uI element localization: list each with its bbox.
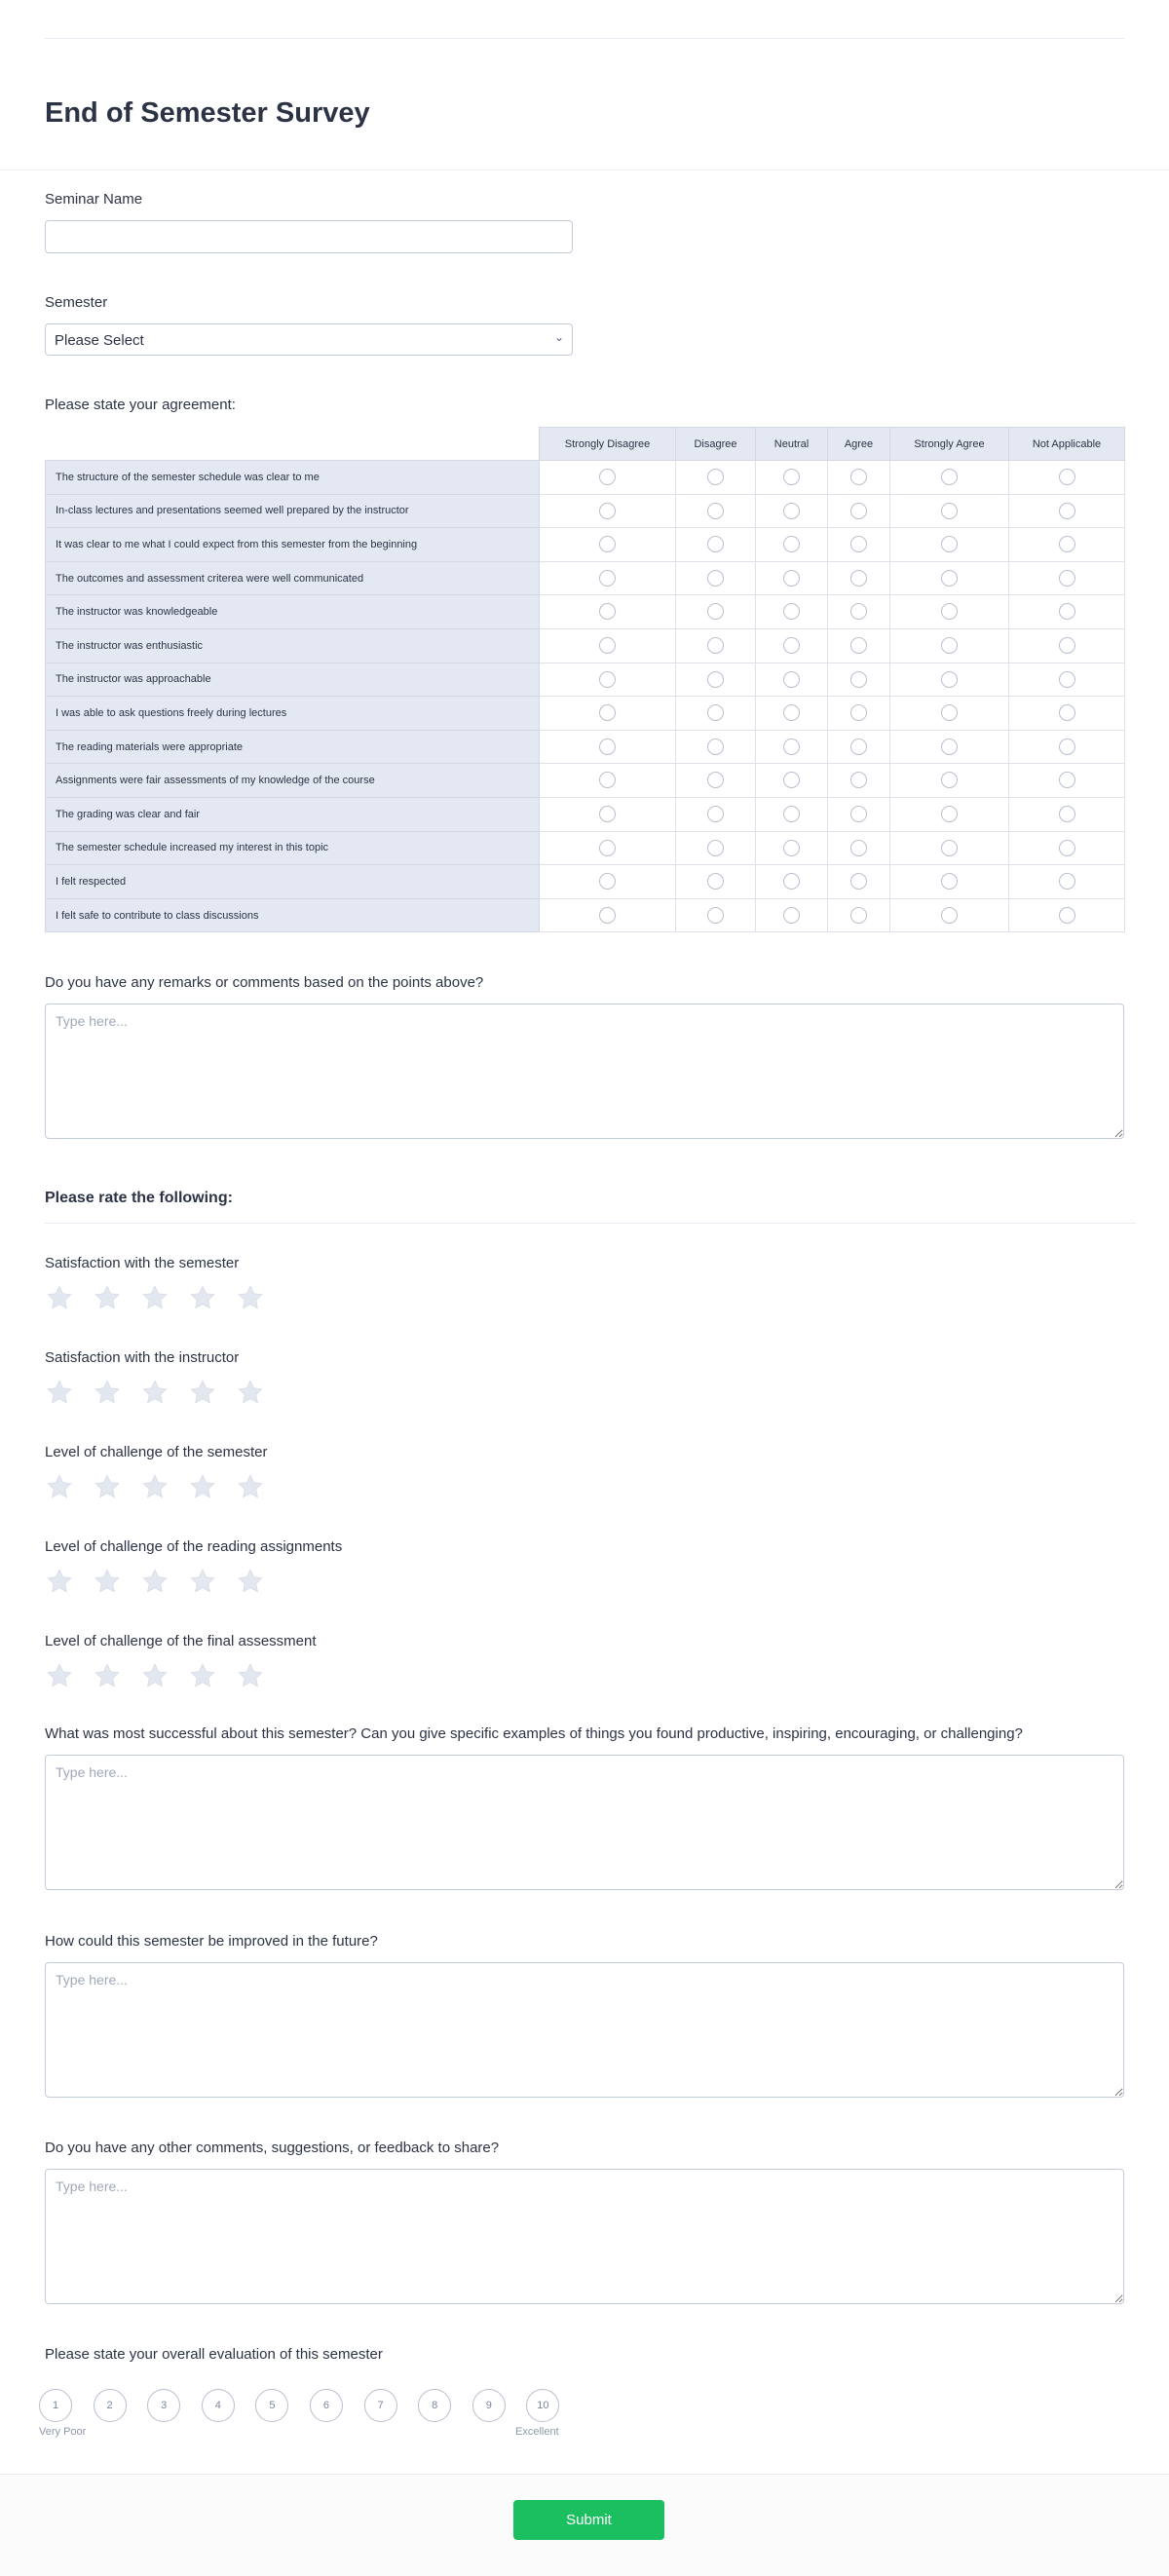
matrix-cell [676, 461, 756, 495]
radio-button[interactable] [1059, 570, 1075, 587]
matrix-cell [1009, 494, 1125, 528]
matrix-cell [1009, 865, 1125, 899]
top-divider [45, 38, 1124, 39]
matrix-row-label: I was able to ask questions freely during lectures [46, 697, 540, 731]
scale-option[interactable]: 10 [526, 2389, 559, 2422]
matrix-cell [676, 494, 756, 528]
star-icon[interactable] [93, 1661, 122, 1690]
star-rating-label: Satisfaction with the instructor [45, 1349, 240, 1366]
other-comments-label: Do you have any other comments, suggestions, or feedback to share? [45, 2140, 500, 2156]
star-icon[interactable] [188, 1283, 217, 1312]
radio-button[interactable] [850, 503, 867, 519]
matrix-cell [756, 663, 828, 697]
seminar-name-input[interactable] [45, 220, 573, 253]
matrix-cell [890, 663, 1009, 697]
star-icon[interactable] [236, 1661, 265, 1690]
star-rating [45, 1472, 267, 1501]
radio-button[interactable] [707, 739, 724, 755]
matrix-column-header: Disagree [676, 428, 756, 461]
radio-button[interactable] [599, 772, 616, 788]
radio-button[interactable] [941, 873, 958, 890]
radio-button[interactable] [941, 671, 958, 688]
radio-button[interactable] [783, 739, 800, 755]
radio-button[interactable] [783, 570, 800, 587]
radio-button[interactable] [783, 637, 800, 654]
radio-button[interactable] [599, 806, 616, 822]
radio-button[interactable] [783, 806, 800, 822]
radio-button[interactable] [599, 469, 616, 485]
scale-option[interactable]: 4 [202, 2389, 235, 2422]
radio-button[interactable] [1059, 840, 1075, 856]
matrix-cell [756, 898, 828, 932]
matrix-cell [828, 561, 890, 595]
star-rating [45, 1567, 342, 1596]
matrix-cell [756, 865, 828, 899]
matrix-cell [756, 561, 828, 595]
matrix-row-label: The grading was clear and fair [46, 797, 540, 831]
matrix-cell [676, 528, 756, 562]
matrix-row [46, 561, 1125, 595]
radio-button[interactable] [783, 704, 800, 721]
matrix-cell [540, 628, 676, 663]
matrix-cell [1009, 663, 1125, 697]
matrix-row [46, 797, 1125, 831]
matrix-cell [828, 730, 890, 764]
matrix-cell [756, 730, 828, 764]
matrix-cell [756, 595, 828, 629]
star-icon[interactable] [140, 1567, 170, 1596]
radio-button[interactable] [707, 503, 724, 519]
matrix-row [46, 831, 1125, 865]
star-rating-label: Level of challenge of the reading assignments [45, 1538, 343, 1555]
radio-button[interactable] [783, 772, 800, 788]
radio-button[interactable] [1059, 739, 1075, 755]
star-rating [45, 1378, 265, 1407]
radio-button[interactable] [850, 671, 867, 688]
radio-button[interactable] [707, 603, 724, 620]
matrix-cell [1009, 764, 1125, 798]
radio-button[interactable] [941, 536, 958, 552]
radio-button[interactable] [941, 772, 958, 788]
radio-button[interactable] [1059, 772, 1075, 788]
semester-select-value: Please Select [55, 332, 144, 349]
radio-button[interactable] [599, 907, 616, 924]
radio-button[interactable] [941, 704, 958, 721]
matrix-cell [1009, 561, 1125, 595]
matrix-cell [890, 865, 1009, 899]
scale-high-label: Excellent [515, 2426, 559, 2438]
matrix-cell [676, 898, 756, 932]
scale-option[interactable]: 1 [39, 2389, 72, 2422]
matrix-cell [828, 461, 890, 495]
star-icon[interactable] [45, 1567, 74, 1596]
radio-button[interactable] [599, 603, 616, 620]
matrix-cell [676, 764, 756, 798]
matrix-row-label: It was clear to me what I could expect from this semester from the beginning [46, 528, 540, 562]
star-icon[interactable] [140, 1472, 170, 1501]
matrix-cell [890, 764, 1009, 798]
matrix-cell [676, 865, 756, 899]
scale-option[interactable]: 8 [418, 2389, 451, 2422]
matrix-cell [890, 461, 1009, 495]
matrix-cell [828, 697, 890, 731]
seminar-name-label: Seminar Name [45, 191, 143, 208]
star-icon[interactable] [188, 1378, 217, 1407]
star-icon[interactable] [45, 1472, 74, 1501]
radio-button[interactable] [783, 536, 800, 552]
matrix-cell [890, 831, 1009, 865]
overall-scale [39, 2389, 559, 2422]
star-icon[interactable] [93, 1567, 122, 1596]
matrix-cell [890, 797, 1009, 831]
matrix-cell [676, 663, 756, 697]
matrix-cell [756, 697, 828, 731]
matrix-row [46, 663, 1125, 697]
matrix-cell [540, 494, 676, 528]
radio-button[interactable] [850, 603, 867, 620]
star-icon[interactable] [93, 1283, 122, 1312]
radio-button[interactable] [599, 671, 616, 688]
matrix-row [46, 628, 1125, 663]
radio-button[interactable] [850, 469, 867, 485]
matrix-cell [890, 595, 1009, 629]
matrix-cell [756, 797, 828, 831]
star-icon[interactable] [140, 1661, 170, 1690]
star-icon[interactable] [188, 1661, 217, 1690]
matrix-cell [828, 764, 890, 798]
matrix-row [46, 764, 1125, 798]
submit-button[interactable]: Submit [513, 2500, 664, 2540]
matrix-cell [540, 764, 676, 798]
matrix-row [46, 865, 1125, 899]
radio-button[interactable] [1059, 907, 1075, 924]
radio-button[interactable] [1059, 536, 1075, 552]
matrix-cell [756, 528, 828, 562]
matrix-row-label: I felt safe to contribute to class discussions [46, 898, 540, 932]
radio-button[interactable] [599, 739, 616, 755]
matrix-row [46, 461, 1125, 495]
radio-button[interactable] [707, 637, 724, 654]
matrix-row-label: The instructor was enthusiastic [46, 628, 540, 663]
matrix-cell [676, 628, 756, 663]
matrix-row-label: The instructor was approachable [46, 663, 540, 697]
matrix-cell [828, 628, 890, 663]
star-rating [45, 1283, 265, 1312]
star-icon[interactable] [236, 1567, 265, 1596]
matrix-cell [1009, 797, 1125, 831]
agreement-label: Please state your agreement: [45, 397, 236, 413]
star-rating-question [45, 1349, 265, 1407]
star-icon[interactable] [236, 1283, 265, 1312]
matrix-row [46, 528, 1125, 562]
matrix-cell [676, 561, 756, 595]
matrix-column-header: Strongly Disagree [540, 428, 676, 461]
radio-button[interactable] [941, 503, 958, 519]
matrix-cell [676, 595, 756, 629]
radio-button[interactable] [707, 806, 724, 822]
matrix-cell [1009, 595, 1125, 629]
radio-button[interactable] [850, 840, 867, 856]
matrix-cell [828, 797, 890, 831]
matrix-row-label: In-class lectures and presentations seemed well prepared by the instructor [46, 494, 540, 528]
radio-button[interactable] [1059, 637, 1075, 654]
matrix-row-label: The outcomes and assessment criterea were well communicated [46, 561, 540, 595]
radio-button[interactable] [1059, 873, 1075, 890]
matrix-row [46, 595, 1125, 629]
semester-select[interactable] [45, 323, 573, 356]
star-icon[interactable] [236, 1472, 265, 1501]
matrix-row [46, 730, 1125, 764]
rating-heading: Please rate the following: [45, 1190, 233, 1206]
matrix-cell [890, 528, 1009, 562]
matrix-cell [890, 494, 1009, 528]
radio-button[interactable] [599, 840, 616, 856]
matrix-cell [1009, 730, 1125, 764]
star-icon[interactable] [45, 1378, 74, 1407]
radio-button[interactable] [707, 469, 724, 485]
star-icon[interactable] [188, 1567, 217, 1596]
chevron-down-icon: ⌄ [553, 330, 564, 344]
star-rating-label: Level of challenge of the final assessment [45, 1633, 317, 1649]
matrix-cell [756, 461, 828, 495]
radio-button[interactable] [1059, 671, 1075, 688]
matrix-row [46, 697, 1125, 731]
radio-button[interactable] [1059, 704, 1075, 721]
radio-button[interactable] [707, 671, 724, 688]
scale-option[interactable]: 5 [255, 2389, 288, 2422]
radio-button[interactable] [850, 873, 867, 890]
star-rating-question [45, 1255, 265, 1312]
matrix-row-label: The instructor was knowledgeable [46, 595, 540, 629]
star-icon[interactable] [140, 1378, 170, 1407]
matrix-cell [756, 628, 828, 663]
matrix-row-label: I felt respected [46, 865, 540, 899]
matrix-cell [540, 461, 676, 495]
agreement-matrix [45, 427, 1125, 932]
improve-label: How could this semester be improved in the future? [45, 1933, 378, 1950]
rating-divider [45, 1223, 1136, 1224]
matrix-cell [1009, 898, 1125, 932]
overall-label: Please state your overall evaluation of this semester [45, 2346, 383, 2363]
matrix-cell [890, 730, 1009, 764]
radio-button[interactable] [1059, 503, 1075, 519]
radio-button[interactable] [707, 570, 724, 587]
radio-button[interactable] [850, 704, 867, 721]
radio-button[interactable] [850, 536, 867, 552]
star-rating [45, 1661, 317, 1690]
radio-button[interactable] [941, 603, 958, 620]
matrix-cell [540, 595, 676, 629]
other-comments-textarea[interactable] [45, 2169, 1124, 2304]
radio-button[interactable] [783, 873, 800, 890]
matrix-cell [540, 898, 676, 932]
matrix-cell [828, 898, 890, 932]
radio-button[interactable] [783, 469, 800, 485]
matrix-cell [756, 831, 828, 865]
radio-button[interactable] [707, 536, 724, 552]
star-icon[interactable] [188, 1472, 217, 1501]
matrix-cell [1009, 628, 1125, 663]
remarks-textarea[interactable] [45, 1004, 1124, 1139]
scale-option[interactable]: 9 [472, 2389, 506, 2422]
radio-button[interactable] [707, 873, 724, 890]
star-icon[interactable] [236, 1378, 265, 1407]
star-rating-question [45, 1538, 342, 1596]
star-icon[interactable] [45, 1661, 74, 1690]
radio-button[interactable] [783, 907, 800, 924]
matrix-cell [890, 697, 1009, 731]
radio-button[interactable] [707, 907, 724, 924]
matrix-cell [756, 494, 828, 528]
matrix-cell [540, 663, 676, 697]
radio-button[interactable] [707, 840, 724, 856]
radio-button[interactable] [599, 637, 616, 654]
matrix-cell [540, 797, 676, 831]
scale-option[interactable]: 7 [364, 2389, 397, 2422]
matrix-cell [828, 865, 890, 899]
page-title: End of Semester Survey [45, 97, 370, 129]
matrix-column-header: Not Applicable [1009, 428, 1125, 461]
improve-textarea[interactable] [45, 1962, 1124, 2098]
radio-button[interactable] [599, 704, 616, 721]
matrix-cell [828, 494, 890, 528]
radio-button[interactable] [941, 806, 958, 822]
matrix-cell [540, 865, 676, 899]
matrix-column-header: Agree [828, 428, 890, 461]
star-rating-question [45, 1444, 267, 1501]
radio-button[interactable] [850, 772, 867, 788]
radio-button[interactable] [941, 840, 958, 856]
scale-option[interactable]: 6 [310, 2389, 343, 2422]
semester-label: Semester [45, 294, 108, 311]
successful-textarea[interactable] [45, 1755, 1124, 1890]
radio-button[interactable] [599, 570, 616, 587]
matrix-cell [890, 898, 1009, 932]
matrix-cell [540, 730, 676, 764]
radio-button[interactable] [850, 637, 867, 654]
matrix-row-label: The reading materials were appropriate [46, 730, 540, 764]
matrix-cell [540, 697, 676, 731]
radio-button[interactable] [707, 772, 724, 788]
scale-option[interactable]: 2 [94, 2389, 127, 2422]
remarks-label: Do you have any remarks or comments based on the points above? [45, 974, 484, 991]
matrix-cell [1009, 697, 1125, 731]
matrix-cell [676, 797, 756, 831]
matrix-row [46, 898, 1125, 932]
matrix-cell [540, 561, 676, 595]
scale-low-label: Very Poor [39, 2426, 87, 2438]
radio-button[interactable] [850, 907, 867, 924]
matrix-row [46, 494, 1125, 528]
matrix-column-header: Neutral [756, 428, 828, 461]
successful-label: What was most successful about this semester? Can you give specific examples of things you found productive, inspiring, encouraging, or challenging? [45, 1725, 1023, 1742]
matrix-cell [676, 730, 756, 764]
radio-button[interactable] [783, 840, 800, 856]
star-rating-label: Level of challenge of the semester [45, 1444, 268, 1460]
radio-button[interactable] [850, 570, 867, 587]
radio-button[interactable] [941, 570, 958, 587]
matrix-cell [828, 663, 890, 697]
scale-option[interactable]: 3 [147, 2389, 180, 2422]
matrix-row-label: The semester schedule increased my interest in this topic [46, 831, 540, 865]
matrix-cell [1009, 528, 1125, 562]
star-rating-question [45, 1633, 317, 1690]
radio-button[interactable] [707, 704, 724, 721]
star-icon[interactable] [140, 1283, 170, 1312]
radio-button[interactable] [599, 873, 616, 890]
star-icon[interactable] [45, 1283, 74, 1312]
matrix-cell [540, 831, 676, 865]
matrix-cell [676, 831, 756, 865]
radio-button[interactable] [1059, 806, 1075, 822]
star-rating-label: Satisfaction with the semester [45, 1255, 240, 1271]
matrix-cell [676, 697, 756, 731]
matrix-cell [828, 595, 890, 629]
star-icon[interactable] [93, 1378, 122, 1407]
matrix-corner [46, 428, 540, 461]
radio-button[interactable] [850, 739, 867, 755]
radio-button[interactable] [783, 603, 800, 620]
matrix-cell [756, 764, 828, 798]
radio-button[interactable] [941, 469, 958, 485]
radio-button[interactable] [850, 806, 867, 822]
radio-button[interactable] [941, 907, 958, 924]
radio-button[interactable] [599, 536, 616, 552]
matrix-cell [1009, 461, 1125, 495]
radio-button[interactable] [941, 637, 958, 654]
radio-button[interactable] [1059, 469, 1075, 485]
radio-button[interactable] [941, 739, 958, 755]
matrix-row-label: The structure of the semester schedule was clear to me [46, 461, 540, 495]
radio-button[interactable] [783, 503, 800, 519]
matrix-cell [828, 831, 890, 865]
matrix-column-header: Strongly Agree [890, 428, 1009, 461]
matrix-cell [890, 561, 1009, 595]
matrix-cell [890, 628, 1009, 663]
radio-button[interactable] [599, 503, 616, 519]
star-icon[interactable] [93, 1472, 122, 1501]
matrix-row-label: Assignments were fair assessments of my knowledge of the course [46, 764, 540, 798]
radio-button[interactable] [1059, 603, 1075, 620]
matrix-cell [828, 528, 890, 562]
matrix-cell [540, 528, 676, 562]
matrix-cell [1009, 831, 1125, 865]
radio-button[interactable] [783, 671, 800, 688]
